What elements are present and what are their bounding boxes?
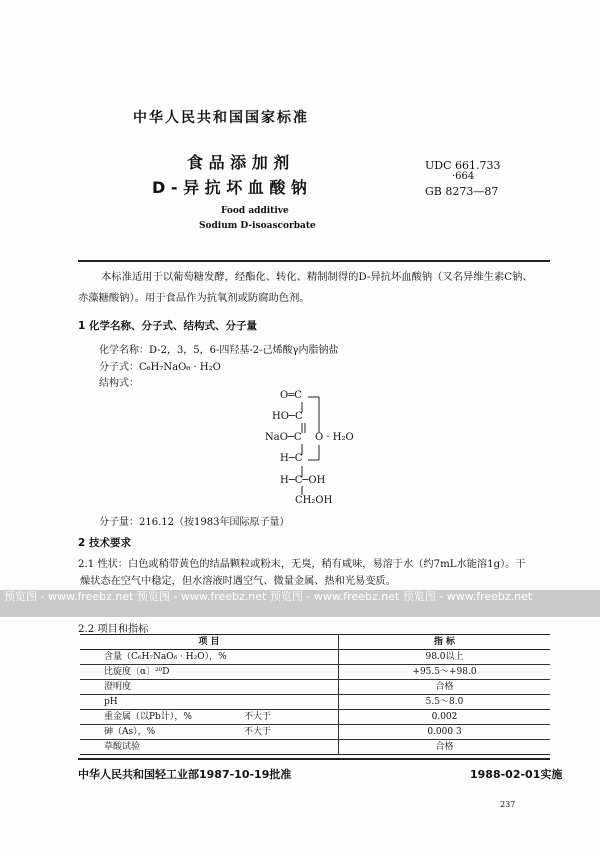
table-row <box>80 650 550 665</box>
section-2-1-line-2: 燥状态在空气中稳定，但水溶液时遇空气、微量金属、热和光易变质。 <box>80 576 396 587</box>
effective-date: 1988-02-01实施 <box>470 768 563 781</box>
molecular-formula: 分子式：C₆H₇NaO₆ · H₂O <box>99 362 221 373</box>
structure-row-4: H─C <box>280 453 303 464</box>
standard-title: 中华人民共和国国家标准 <box>133 110 309 126</box>
table-row <box>80 740 550 755</box>
udc-code-2: ·664 <box>452 171 475 182</box>
row-qualifier <box>244 680 339 695</box>
watermark-band: 预览图 - www.freebz.net 预览图 - www.freebz.net 预览图 - www.freebz.net 预览图 - www.freebz.net <box>0 590 600 617</box>
header-value: 指 标 <box>339 635 551 650</box>
table-row <box>80 680 550 695</box>
intro-line-2: 赤藻糖酸钠）。用于食品作为抗氧剂或防腐助色剂。 <box>78 292 310 304</box>
structure-label: 结构式： <box>99 378 139 389</box>
row-qualifier: 不大于 <box>244 725 339 740</box>
row-qualifier <box>244 650 339 665</box>
row-qualifier <box>244 695 339 710</box>
table-header-row <box>80 635 550 650</box>
structure-bonds <box>260 385 380 510</box>
specifications-table <box>80 634 550 755</box>
udc-code: UDC 661.733 <box>425 159 501 172</box>
row-item: 澄明度 <box>80 680 244 695</box>
table-row <box>80 695 550 710</box>
structure-row-6: CH₂OH <box>295 495 333 506</box>
footer-rule <box>78 758 550 760</box>
row-value: 98.0以上 <box>339 650 551 665</box>
row-qualifier: 不大于 <box>244 710 339 725</box>
structure-ring-oxygen: O · H₂O <box>315 432 354 443</box>
chemical-name: 化学名称：D-2，3，5，6-四羟基-2-己烯酸γ内脂钠盐 <box>99 345 339 356</box>
structure-row-5: H─C─OH <box>280 475 326 486</box>
structure-row-3: NaO─C <box>265 432 302 443</box>
page-number: 237 <box>500 800 516 809</box>
gb-number: GB 8273—87 <box>425 185 499 198</box>
header-item: 项 目 <box>80 635 339 650</box>
table-row <box>80 710 550 725</box>
row-value: 0.000 3 <box>339 725 551 740</box>
row-value: +95.5～+98.0 <box>339 665 551 680</box>
row-qualifier <box>244 665 339 680</box>
structural-formula <box>260 385 380 510</box>
title-en-1: Food additive <box>221 206 289 216</box>
intro-line-1: 本标准适用于以葡萄糖发酵，经酯化、转化、精制制得的D-异抗坏血酸钠（又名异维生素C钠、 <box>101 271 533 283</box>
title-en-2: Sodium D-isoascorbate <box>199 221 316 231</box>
approval-date: 中华人民共和国轻工业部1987-10-19批准 <box>78 768 292 781</box>
row-item: 砷（As），% <box>80 725 244 740</box>
molecular-weight: 分子量：216.12（按1983年国际原子量） <box>99 517 290 528</box>
title-cn-1: 食 品 添 加 剂 <box>187 153 290 172</box>
row-value: 0.002 <box>339 710 551 725</box>
table-row <box>80 725 550 740</box>
section-2-1-line-1: 2.1 性状：白色或稍带黄色的结晶颗粒或粉末，无臭，稍有咸味，易溶于水（约7mL水能溶1g）。干 <box>78 559 526 570</box>
row-item: 比旋度〔α〕²⁰D <box>80 665 244 680</box>
section-2-2-heading: 2.2 项目和指标 <box>78 624 149 635</box>
row-item: 重金属（以Pb计），% <box>80 710 244 725</box>
section-2-heading: 2 技术要求 <box>78 537 131 549</box>
row-value: 合格 <box>339 740 551 755</box>
title-cn-2: D - 异 抗 坏 血 酸 钠 <box>152 178 307 197</box>
row-item: 草酸试验 <box>80 740 244 755</box>
row-item: pH <box>80 695 244 710</box>
structure-row-1: O═C <box>280 390 302 401</box>
row-item: 含量（C₆H₇NaO₆ · H₂O），% <box>80 650 244 665</box>
table-row <box>80 665 550 680</box>
section-1-heading: 1 化学名称、分子式、结构式、分子量 <box>78 320 257 332</box>
row-qualifier <box>244 740 339 755</box>
row-value: 合格 <box>339 680 551 695</box>
header-rule <box>78 260 550 262</box>
row-value: 5.5～8.0 <box>339 695 551 710</box>
structure-row-2: HO─C <box>272 411 303 422</box>
